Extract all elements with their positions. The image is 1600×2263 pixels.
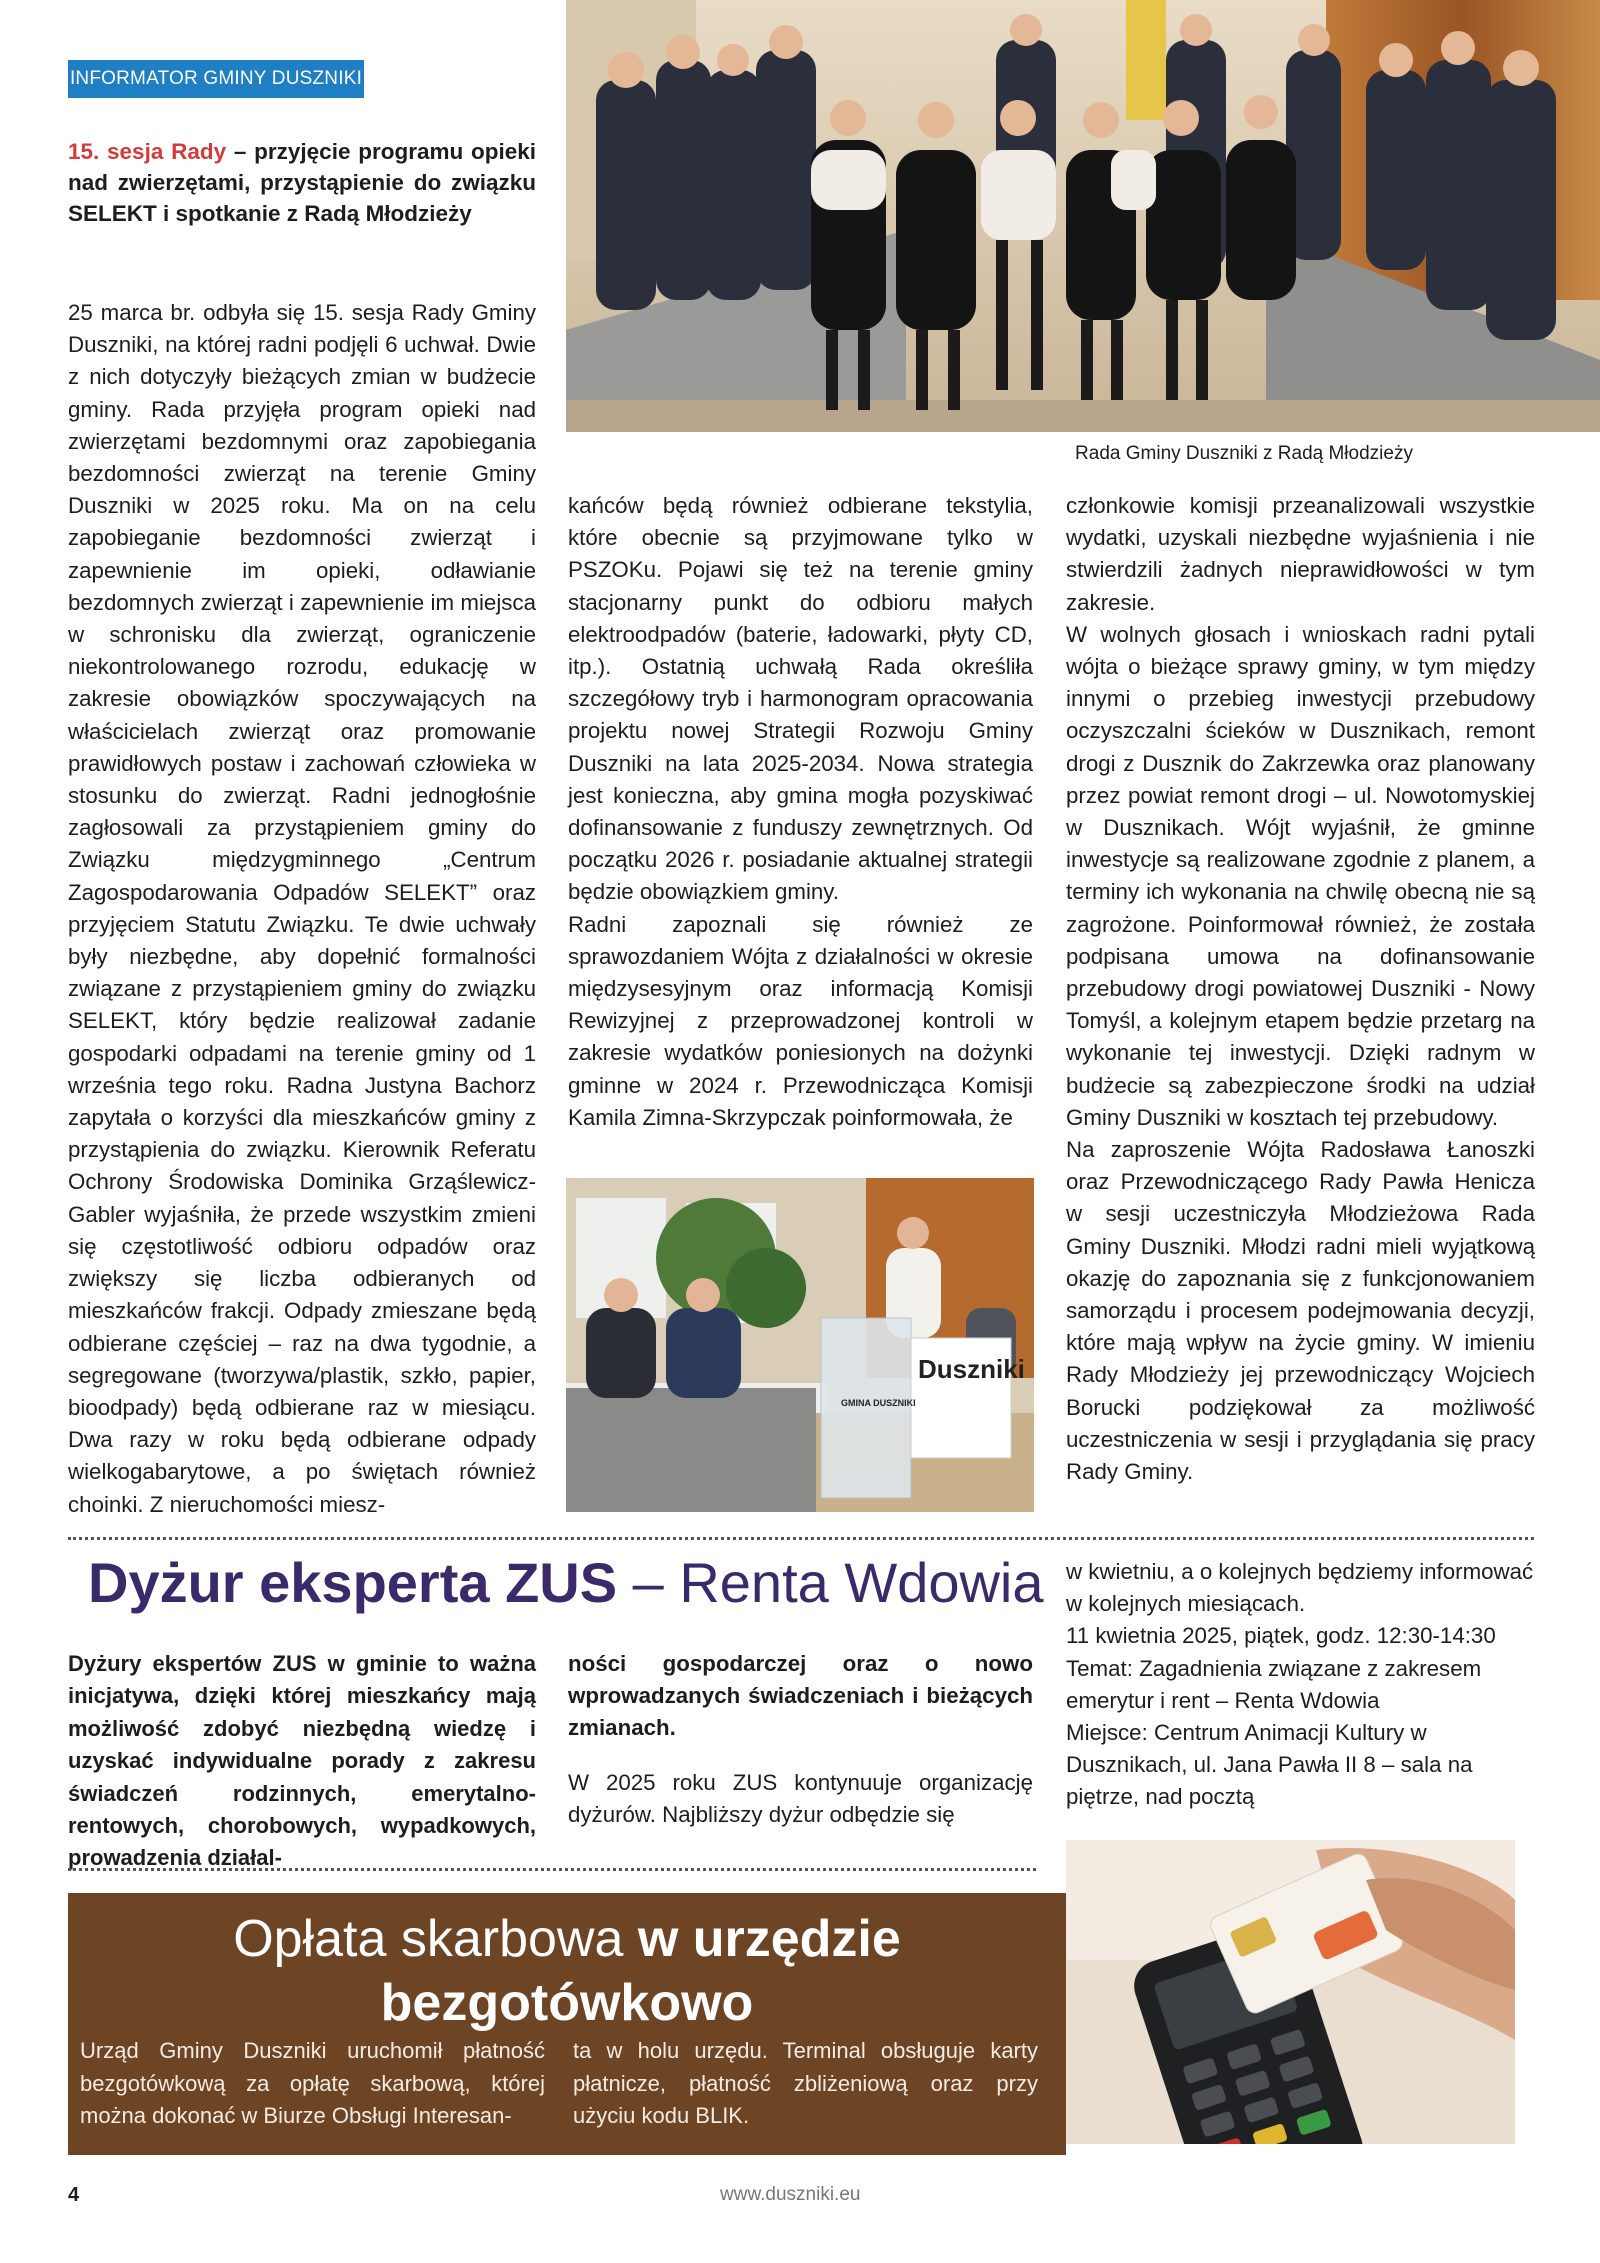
- zus-body-continuation: w kwietniu, a o kolejnych będziemy informować w kolejnych miesiącach.: [1066, 1559, 1534, 1617]
- section-divider: [68, 1537, 1534, 1540]
- payment-info-box: [68, 1893, 1066, 2155]
- podium-emblem-text: GMINA DUSZNIKI: [841, 1398, 916, 1408]
- article-paragraph: 25 marca br. odbyła się 15. sesja Rady Gminy Duszniki, na której radni podjęli 6 uchwał. Dwie z nich dotyczyły bieżących zmian w budżecie gminy. Rada przyjęła program opieki nad zwierzętami bezdomnymi oraz zapobiegania bezdomności zwierząt na terenie Gminy Duszniki w 2025 roku. Ma on na celu zapobieganie bezdomności zwierząt i zapewnienie im opieki, odławianie bezdomnych zwierząt i zapewnienie im miejsca w schronisku dla zwierząt, ograniczenie niekontrolowanego rozrodu, edukację w zakresie obowiązków spoczywających na właścicielach zwierząt oraz promowanie prawidłowych postaw i zachowań człowieka w stosunku do zwierząt. Radni jednogłośnie zagłosowali za przystąpieniem gminy do Związku międzygminnego „Centrum Zagospodarowania Odpadów SELEKT” oraz przyjęciem Statutu Związku. Te dwie uchwały były niezbędne, aby dopełnić formalności związane z przystąpieniem gminy do związku SELEKT, który będzie realizował zadanie gospodarki odpadami na terenie gminy od 1 września tego roku. Radna Justyna Bachorz zapytała o korzyści dla mieszkańców gminy z przystąpienia do związku. Kierownik Referatu Ochrony Środowiska Dominika Grząślewicz-Gabler wyjaśniła, że przede wszystkim zmieni się częstotliwość odbioru odpadów oraz zwiększy się liczba odbieranych od mieszkańców frakcji. Odpady zmieszane będą odbierane częściej – raz na dwa tygodnie, a segregowane (tworzywa/plastik, szkło, papier, bioodpady) będą odbierane raz w miesiącu. Dwa razy w roku będą odbierane odpady wielkogabarytowe, a po świętach również choinki. Z nieruchomości miesz-: [68, 300, 536, 1517]
- zus-lead-column: [68, 1648, 536, 1875]
- article-paragraph: członkowie komisji przeanalizowali wszystkie wydatki, uzyskali niezbędne wyjaśnienia i nie stwierdzili żadnych nieprawidłowości w tym zakresie.: [1066, 493, 1535, 615]
- youth-council-speech-photo: [566, 1178, 1034, 1512]
- section-divider: [68, 1868, 1036, 1871]
- article-column-1: [68, 297, 536, 1521]
- zus-column-3: [1066, 1556, 1535, 1814]
- payment-box-title: [68, 1907, 1066, 2035]
- zus-place: Miejsce: Centrum Animacji Kultury w Dusznikach, ul. Jana Pawła II 8 – sala na piętrze, nad pocztą: [1066, 1720, 1473, 1810]
- article-paragraph: Na zaproszenie Wójta Radosława Łanoszki oraz Przewodniczącego Rady Pawła Henicza w sesji uczestniczyła Młodzieżowa Rada Gminy Duszniki. Młodzi radni mieli wyjątkową okazję do zapoznania się z funkcjonowaniem samorządu i procesem podejmowania decyzji, które mają wpływ na życie gminy. W imieniu Rady Młodzieży jej przewodniczący Wojciech Borucki podziękował za możliwość uczestniczenia w sesji i przyglądania się pracy Rady Gminy.: [1066, 1137, 1535, 1485]
- zus-body: W 2025 roku ZUS kontynuuje organizację dyżurów. Najbliższy dyżur odbędzie się: [568, 1769, 1033, 1827]
- payment-title-bold: w urzędzie: [637, 1910, 901, 1968]
- zus-lead-text: Dyżury ekspertów ZUS w gminie to ważna inicjatywa, dzięki której mieszkańcy mają możliwość zdobyć niezbędną wiedzę i uzyskać indywidualne porady z zakresu świadczeń rodzinnych, emerytalno-rentowych, chorobowych, wypadkowych, prowadzenia działal-: [68, 1651, 536, 1871]
- article-paragraph: Radni zapoznali się również ze sprawozdaniem Wójta z działalności w okresie międzysesyjnym oraz informacją Komisji Rewizyjnej z przeprowadzonej kontroli w zakresie wydatków poniesionych na dożynki gminne w 2024 r. Przewodnicząca Komisji Kamila Zimna-Skrzypczak poinformowała, że: [568, 911, 1033, 1130]
- article-column-2: [568, 490, 1033, 1134]
- payment-title-bold-2: bezgotówkowo: [380, 1974, 754, 2032]
- footer-url: www.duszniki.eu: [720, 2184, 861, 2205]
- podium-sign-text: Duszniki: [918, 1354, 1025, 1384]
- headline-highlight: 15. sesja Rady: [68, 139, 227, 164]
- zus-date: 11 kwietnia 2025, piątek, godz. 12:30-14:30: [1066, 1623, 1496, 1649]
- headline-text: – przyjęcie programu opieki nad zwierzętami, przystąpienie do związku SELEKT i spotkanie z Radą Młodzieży: [68, 139, 536, 226]
- article-paragraph: W wolnych głosach i wnioskach radni pytali wójta o bieżące sprawy gminy, w tym między innymi o przebieg inwestycji przebudowy oczyszczalni ścieków w Dusznikach, remont drogi z Dusznik do Zakrzewka oraz planowany przez powiat remont drogi – ul. Nowotomyskiej w Dusznikach. Wójt wyjaśnił, że gminne inwestycje są realizowane zgodnie z planem, a terminy ich wykonania na chwilę obecną nie są zagrożone. Poinformował również, że została podpisana umowa na dofinansowanie przebudowy drogi powiatowej Duszniki - Nowy Tomyśl, a kolejnym etapem będzie przetarg na wykonanie tej inwestycji. Dzięki radnym w budżecie są zabezpieczone środki na udział Gminy Duszniki w kosztach tej przebudowy.: [1066, 621, 1535, 1130]
- photo-caption: [566, 443, 1535, 465]
- payment-terminal-photo: [1066, 1840, 1515, 2144]
- photo-caption-text: Rada Gminy Duszniki z Radą Młodzieży: [1075, 443, 1413, 464]
- page-number: 4: [68, 2184, 80, 2206]
- council-group-photo: [566, 0, 1600, 432]
- article-headline: [68, 136, 536, 229]
- zus-title-bold: Dyżur eksperta ZUS: [88, 1551, 618, 1614]
- zus-lead-continuation: ności gospodarczej oraz o nowo wprowadzanych świadczeniach i bieżących zmianach.: [568, 1651, 1033, 1741]
- zus-section-title: [88, 1550, 1044, 1615]
- payment-column-1: Urząd Gminy Duszniki uruchomił płatność bezgotówkową za opłatę skarbową, której można dokonać w Biurze Obsługi Interesan-: [80, 2038, 545, 2128]
- zus-column-2: [568, 1648, 1033, 1831]
- article-paragraph: kańców będą również odbierane tekstylia, które obecnie są przyjmowane tylko w PSZOKu. Pojawi się też na terenie gminy stacjonarny punkt do odbioru małych elektroodpadów (baterie, ładowarki, płyty CD, itp.). Ostatnią uchwałą Rada określiła szczegółowy tryb i harmonogram opracowania projektu nowej Strategii Rozwoju Gminy Duszniki na lata 2025-2034. Nowa strategia jest konieczna, aby gmina mogła pozyskiwać dofinansowanie z funduszy zewnętrznych. Od początku 2026 r. posiadanie aktualnej strategii będzie obowiązkiem gminy.: [568, 493, 1033, 905]
- payment-column-2: ta w holu urzędu. Terminal obsługuje karty płatnicze, płatność zbliżeniową oraz przy użyciu kodu BLIK.: [573, 2038, 1038, 2128]
- payment-title-light: Opłata skarbowa: [233, 1910, 638, 1968]
- zus-title-rest: – Renta Wdowia: [617, 1551, 1044, 1614]
- section-tag: INFORMATOR GMINY DUSZNIKI: [68, 60, 364, 98]
- zus-topic: Temat: Zagadnienia związane z zakresem emerytur i rent – Renta Wdowia: [1066, 1655, 1482, 1713]
- article-column-3: [1066, 490, 1535, 1488]
